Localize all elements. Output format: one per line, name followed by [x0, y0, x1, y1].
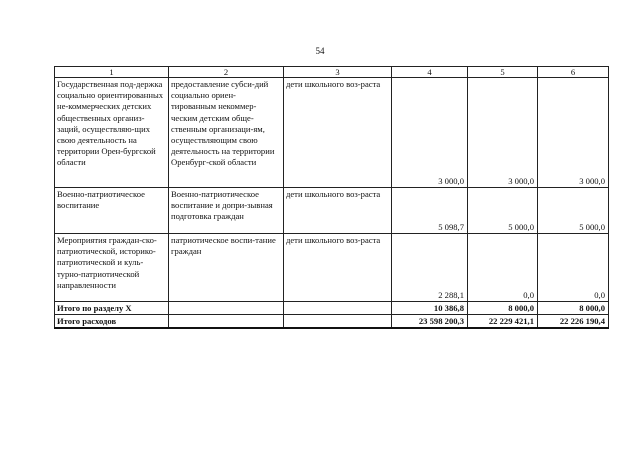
subtotal-amount: 8 000,0: [538, 302, 609, 315]
subtotal-row: [55, 302, 609, 315]
header-row: [55, 67, 609, 78]
table-row: [55, 188, 609, 234]
empty-cell: [284, 315, 392, 329]
activity-name-cell: Государственная под-держка социально ориентированных не-коммерческих детских общественных организ-заций, осуществляю-щих свою деятельность на территории Орен-бургской области: [55, 78, 169, 188]
page-number: 54: [315, 46, 325, 56]
target-group-cell: дети школьного воз-раста: [284, 188, 392, 234]
amount-cell: 5 098,7: [392, 188, 468, 234]
amount-cell: 0,0: [468, 234, 538, 302]
amount-cell: 2 288,1: [392, 234, 468, 302]
header-cell: 3: [284, 67, 392, 78]
activity-description-cell: патриотическое воспи-тание граждан: [169, 234, 284, 302]
target-group-cell: дети школьного воз-раста: [284, 78, 392, 188]
header-cell: 6: [538, 67, 609, 78]
amount-cell: 3 000,0: [538, 78, 609, 188]
empty-cell: [169, 315, 284, 329]
table-row: [55, 234, 609, 302]
activity-name-cell: Военно-патриотическое воспитание: [55, 188, 169, 234]
header-cell: 2: [169, 67, 284, 78]
activity-description-cell: Военно-патриотическое воспитание и допри-зывная подготовка граждан: [169, 188, 284, 234]
empty-cell: [169, 302, 284, 315]
header-cell: 1: [55, 67, 169, 78]
amount-cell: 0,0: [538, 234, 609, 302]
total-row: [55, 315, 609, 329]
subtotal-label: Итого по разделу X: [55, 302, 169, 315]
amount-cell: 5 000,0: [538, 188, 609, 234]
total-amount: 22 229 421,1: [468, 315, 538, 329]
empty-cell: [284, 302, 392, 315]
total-amount: 23 598 200,3: [392, 315, 468, 329]
activity-description-cell: предоставление субси-дий социально ориен-тированным некоммер-ческим детским обще-ственным организаци-ям, осуществляющим свою деятельность на территории Оренбург-ской области: [169, 78, 284, 188]
header-cell: 5: [468, 67, 538, 78]
subtotal-amount: 10 386,8: [392, 302, 468, 315]
amount-cell: 3 000,0: [468, 78, 538, 188]
total-amount: 22 226 190,4: [538, 315, 609, 329]
table-row: [55, 78, 609, 188]
target-group-cell: дети школьного воз-раста: [284, 234, 392, 302]
header-cell: 4: [392, 67, 468, 78]
amount-cell: 5 000,0: [468, 188, 538, 234]
subtotal-amount: 8 000,0: [468, 302, 538, 315]
budget-table: [54, 66, 609, 329]
total-label: Итого расходов: [55, 315, 169, 329]
activity-name-cell: Мероприятия граждан-ско-патриотической, историко-патриотической и куль-турно-патриотической направленности: [55, 234, 169, 302]
amount-cell: 3 000,0: [392, 78, 468, 188]
